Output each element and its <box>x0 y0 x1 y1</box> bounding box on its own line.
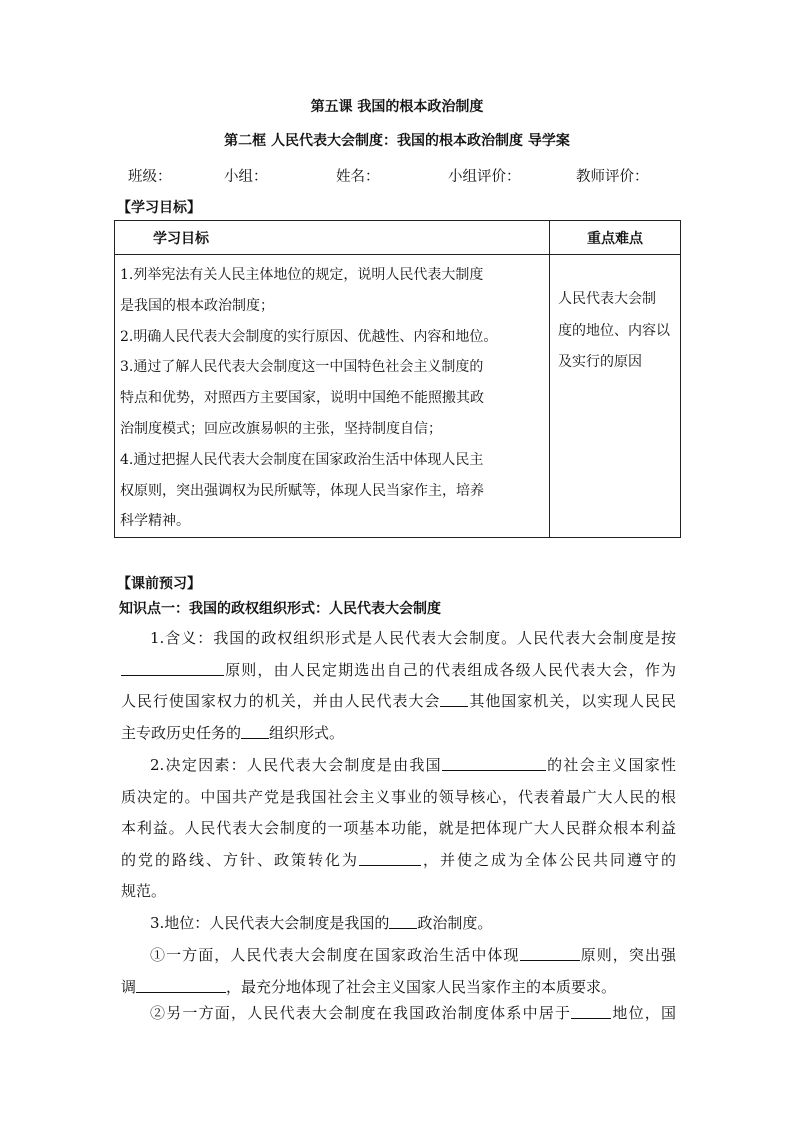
fill-blank[interactable] <box>121 660 224 676</box>
class-label: 班级： <box>128 169 172 185</box>
lesson-title: 第五课 我国的根本政治制度 <box>310 99 484 115</box>
fill-blank[interactable] <box>241 723 269 739</box>
key-col-header: 重点难点 <box>550 221 681 255</box>
fill-blank[interactable] <box>136 977 226 993</box>
fill-blank[interactable] <box>389 913 417 929</box>
key-line: 度的地位、内容以 <box>558 322 670 339</box>
goal-line: 是我国的根本政治制度； <box>120 297 274 314</box>
fill-blank[interactable] <box>440 691 468 707</box>
goals-table-row <box>115 255 681 538</box>
text-line: 规范。 <box>121 882 167 901</box>
key-line: 及实行的原因 <box>558 354 642 370</box>
group-label: 小组： <box>224 169 268 185</box>
goals-col-header: 学习目标 <box>115 221 550 255</box>
text-line: ①一方面，人民代表大会制度在国家政治生活中体现 原则，突出强 <box>150 946 676 964</box>
text-line: ②另一方面，人民代表大会制度在我国政治制度体系中居于 地位，国 <box>150 1004 676 1022</box>
paragraph-meaning <box>121 623 676 749</box>
fill-blank[interactable] <box>520 945 580 961</box>
group-eval-label: 小组评价： <box>448 169 521 185</box>
name-label: 姓名： <box>336 169 380 185</box>
goal-line: 4.通过把握人民代表大会制度在国家政治生活中体现人民主 <box>120 451 484 468</box>
teacher-eval-label: 教师评价： <box>576 169 649 185</box>
goals-table-header-row <box>115 221 681 255</box>
frame-title: 第二框 人民代表大会制度：我国的根本政治制度 导学案 <box>224 133 570 149</box>
text-line: 本利益。人民代表大会制度的一项基本功能，就是把体现广大人民群众根本利益 <box>121 819 676 838</box>
text-line: 主专政历史任务的 组织形式。 <box>121 723 345 742</box>
text-line: 2.决定因素：人民代表大会制度是由我国 的社会主义国家性 <box>150 756 676 774</box>
key-points-cell <box>550 255 681 538</box>
goal-line: 2.明确人民代表大会制度的实行原因、优越性、内容和地位。 <box>120 328 498 345</box>
text-line: 人民行使国家权力的机关，并由人民代表大会 其他国家机关，以实现人民民 <box>121 692 676 711</box>
fill-blank[interactable] <box>442 755 546 771</box>
text-line: 调 ，最充分地体现了社会主义国家人民当家作主的本质要求。 <box>121 977 617 996</box>
goals-table <box>114 220 681 538</box>
goals-cell <box>115 255 550 538</box>
text-line: 原则，由人民定期选出自己的代表组成各级人民代表大会，作为 <box>121 655 676 687</box>
paragraph-one-hand <box>121 940 676 1003</box>
goal-line: 特点和优势，对照西方主要国家，说明中国绝不能照搬其政 <box>120 390 484 407</box>
fill-blank[interactable] <box>359 850 421 866</box>
paragraph-other-hand <box>121 998 676 1030</box>
text-line: 的党的路线、方针、政策转化为 ，并使之成为全体公民共同遵守的 <box>121 850 676 869</box>
goal-line: 科学精神。 <box>120 513 190 530</box>
text-line: 3.地位：人民代表大会制度是我国的 政治制度。 <box>150 914 493 932</box>
fill-blank[interactable] <box>571 1003 611 1019</box>
text-line: 质决定的。中国共产党是我国社会主义事业的领导核心，代表着最广大人民的根 <box>121 787 676 806</box>
key-line: 人民代表大会制 <box>558 291 656 307</box>
goal-line: 3.通过了解人民代表大会制度这一中国特色社会主义制度的 <box>120 359 484 376</box>
text-line: 1.含义：我国的政权组织形式是人民代表大会制度。人民代表大会制度是按 <box>150 629 676 647</box>
goal-line: 1.列举宪法有关人民主体地位的规定，说明人民代表大制度 <box>120 267 484 283</box>
goals-heading: 【学习目标】 <box>117 200 201 216</box>
paragraph-determinants <box>121 750 676 908</box>
goal-line: 治制度模式；回应改旗易帜的主张，坚持制度自信； <box>120 420 442 437</box>
preview-heading: 【课前预习】 <box>117 576 201 592</box>
paragraph-status <box>121 908 676 940</box>
goal-line: 权原则，突出强调权为民所赋等，体现人民当家作主，培养 <box>120 482 484 499</box>
knowledge-point-title: 知识点一：我国的政权组织形式：人民代表大会制度 <box>119 601 441 617</box>
